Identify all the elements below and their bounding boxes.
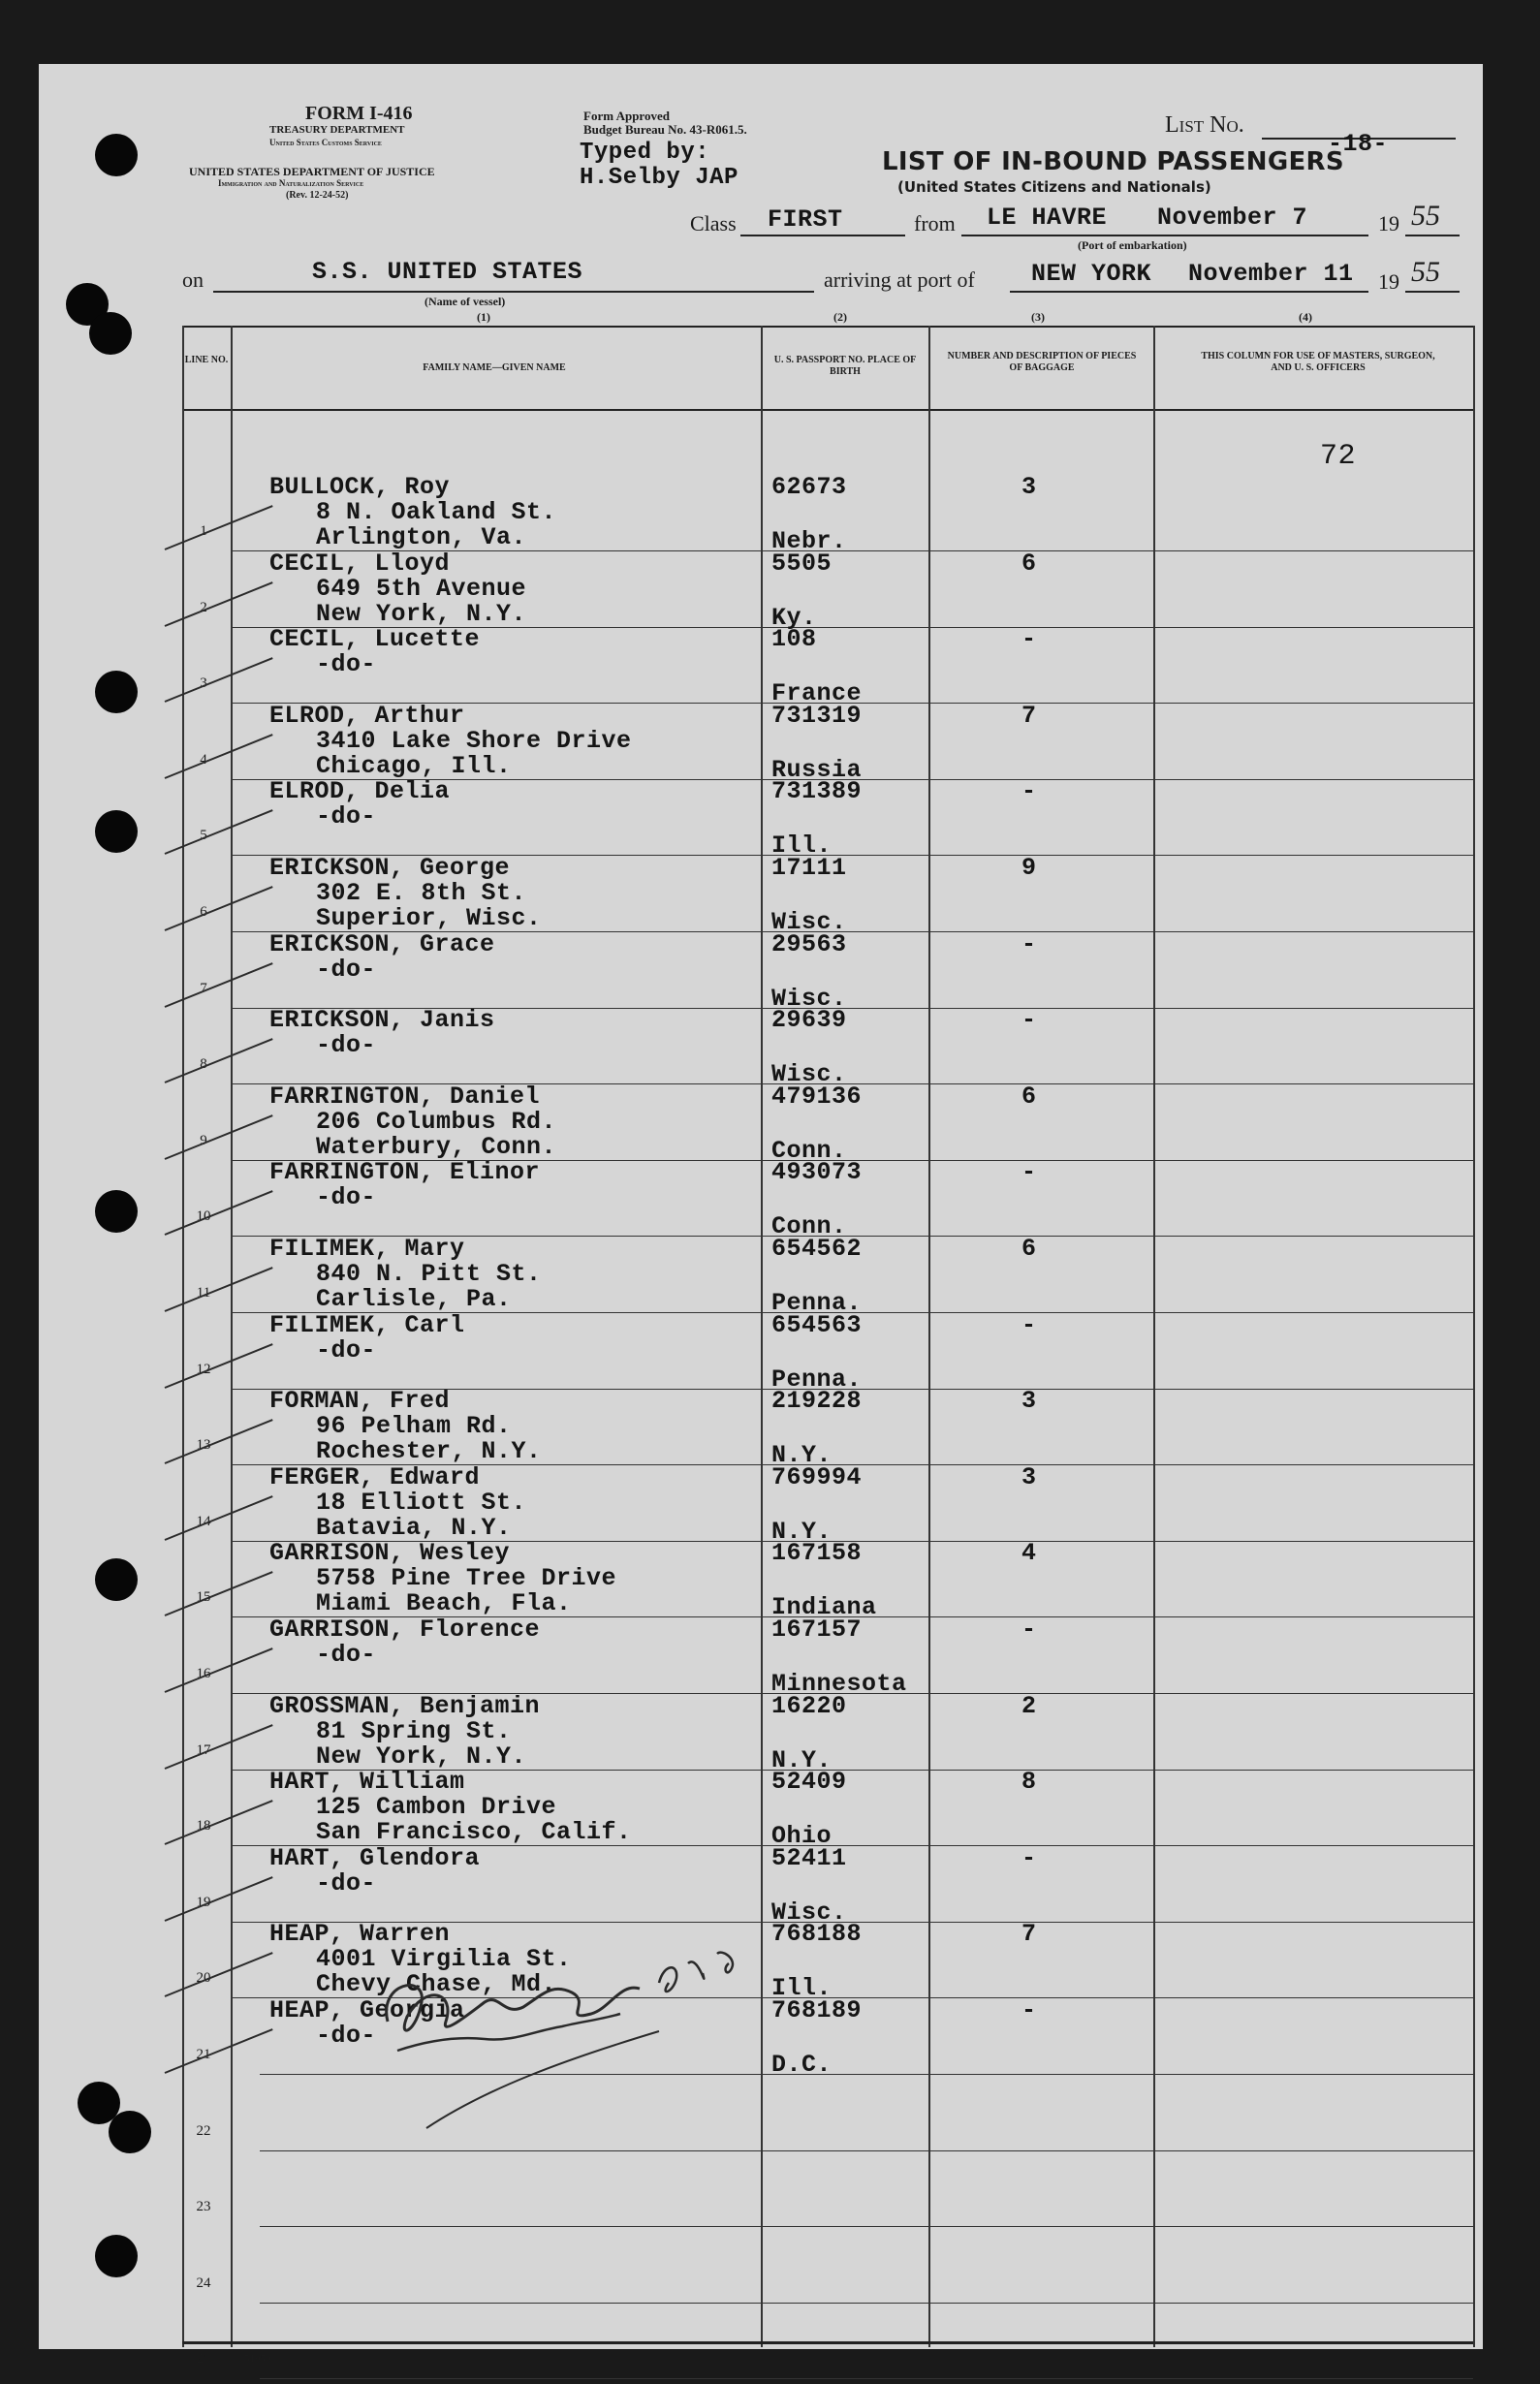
address-line-1: -do-	[316, 1031, 377, 1060]
check-mark	[165, 1953, 273, 1998]
check-mark	[165, 1343, 273, 1389]
address-line-1: 5758 Pine Tree Drive	[316, 1564, 617, 1593]
passport-number: 52411	[771, 1843, 847, 1872]
address-line-2: Carlisle, Pa.	[316, 1285, 512, 1313]
arriving-label: arriving at port of	[824, 267, 975, 292]
passport-number: 219228	[771, 1387, 863, 1416]
line-number: 24	[196, 2274, 211, 2291]
passenger-name: FARRINGTON, Elinor	[269, 1158, 541, 1187]
place-of-birth: Penna.	[771, 1365, 863, 1394]
class-value: FIRST	[768, 205, 843, 234]
check-mark	[165, 1647, 273, 1693]
header-officers: THIS COLUMN FOR USE OF MASTERS, SURGEON, AND U. S. OFFICERS	[1201, 351, 1435, 373]
line-number: 10	[196, 1208, 211, 1225]
baggage-count: 7	[1021, 701, 1037, 730]
place-of-birth: N.Y.	[771, 1517, 833, 1546]
passenger-name: FILIMEK, Carl	[269, 1310, 465, 1339]
punch-hole	[95, 671, 138, 713]
address-line-2: New York, N.Y.	[316, 1741, 527, 1771]
address-line-1: -do-	[316, 650, 377, 679]
form-number: FORM I-416	[305, 103, 413, 124]
check-mark	[165, 657, 273, 703]
baggage-count: 3	[1021, 1462, 1037, 1491]
address-line-2: Arlington, Va.	[316, 523, 527, 551]
passenger-name: GROSSMAN, Benjamin	[269, 1691, 541, 1720]
address-line-1: 125 Cambon Drive	[316, 1793, 557, 1822]
baggage-count: 4	[1021, 1539, 1037, 1568]
check-mark	[165, 1419, 273, 1464]
document-subtitle: (United States Citizens and Nationals)	[897, 178, 1211, 196]
budget-bureau: Budget Bureau No. 43-R061.5.	[583, 122, 747, 137]
table-bottom-border	[182, 2341, 1473, 2344]
from-date: November 7	[1157, 204, 1308, 232]
place-of-birth: D.C.	[771, 2051, 833, 2079]
line-number: 12	[196, 1361, 211, 1377]
address-line-2: Waterbury, Conn.	[316, 1132, 557, 1161]
line-number: 9	[200, 1132, 207, 1148]
place-of-birth: Ohio	[771, 1822, 833, 1851]
check-mark	[165, 886, 273, 931]
address-line-1: 96 Pelham Rd.	[316, 1412, 512, 1441]
line-number: 11	[196, 1285, 211, 1301]
baggage-count: -	[1021, 1996, 1037, 2024]
passenger-name: CECIL, Lloyd	[269, 549, 451, 578]
passenger-name: GARRISON, Wesley	[269, 1539, 511, 1568]
baggage-count: -	[1021, 1310, 1037, 1339]
passenger-name: ERICKSON, Janis	[269, 1006, 495, 1035]
place-of-birth: Wisc.	[771, 908, 847, 936]
row-divider	[260, 2378, 1473, 2379]
col-num-3: (3)	[1031, 310, 1045, 324]
punch-hole	[89, 312, 132, 355]
address-line-1: 4001 Virgilia St.	[316, 1945, 572, 1974]
punch-hole	[95, 2235, 138, 2277]
from-year-prefix: 19	[1378, 211, 1399, 235]
address-line-2: Chicago, Ill.	[316, 751, 512, 780]
line-number: 25	[196, 2351, 211, 2368]
address-line-1: -do-	[316, 2022, 377, 2050]
passenger-name: HEAP, Georgia	[269, 1996, 465, 2024]
place-of-birth: Minnesota	[771, 1670, 907, 1698]
address-line-2: San Francisco, Calif.	[316, 1818, 632, 1847]
place-of-birth: Indiana	[771, 1593, 877, 1622]
punch-hole	[95, 1190, 138, 1233]
row-divider	[260, 2150, 1473, 2151]
place-of-birth: N.Y.	[771, 1745, 833, 1774]
port-caption: (Port of embarkation)	[1078, 238, 1187, 252]
passport-number: 108	[771, 625, 817, 654]
baggage-count: 3	[1021, 473, 1037, 501]
passport-number: 654562	[771, 1235, 863, 1263]
baggage-count: 3	[1021, 1387, 1037, 1416]
line-number: 20	[196, 1970, 211, 1987]
line-number: 2	[200, 599, 207, 615]
list-no-value: -18-	[1328, 130, 1389, 158]
header-passport: U. S. PASSPORT NO. PLACE OF BIRTH	[773, 355, 917, 377]
place-of-birth: Penna.	[771, 1289, 863, 1317]
address-line-1: -do-	[316, 1183, 377, 1212]
punch-hole	[95, 810, 138, 853]
baggage-count: -	[1021, 1158, 1037, 1187]
line-number: 23	[196, 2199, 211, 2215]
arrival-year-prefix: 19	[1378, 269, 1399, 294]
vessel-name: S.S. UNITED STATES	[312, 258, 583, 286]
document-title: LIST OF IN-BOUND PASSENGERS	[882, 147, 1344, 176]
line-number: 22	[196, 2122, 211, 2139]
check-mark	[165, 1038, 273, 1083]
address-line-1: 649 5th Avenue	[316, 574, 527, 603]
check-mark	[165, 1876, 273, 1922]
address-line-1: 3410 Lake Shore Drive	[316, 726, 632, 755]
baggage-count: 7	[1021, 1920, 1037, 1949]
address-line-1: 840 N. Pitt St.	[316, 1260, 542, 1288]
passport-number: 731389	[771, 777, 863, 806]
baggage-count: 6	[1021, 549, 1037, 578]
line-number: 13	[196, 1437, 211, 1454]
check-mark	[165, 810, 273, 856]
passenger-name: CECIL, Lucette	[269, 625, 481, 654]
line-number: 4	[200, 751, 207, 768]
table-left-border	[182, 326, 184, 2347]
line-number: 19	[196, 1894, 211, 1910]
vessel-underline	[213, 291, 814, 293]
col-num-2: (2)	[833, 310, 847, 324]
treasury-dept: TREASURY DEPARTMENT	[269, 124, 405, 136]
passenger-name: ERICKSON, Grace	[269, 929, 495, 958]
header-line-no: LINE NO.	[184, 355, 229, 365]
immigration-service: Immigration and Naturalization Service	[218, 178, 364, 188]
passport-number: 768189	[771, 1996, 863, 2024]
passport-number: 29563	[771, 929, 847, 958]
passport-number: 52409	[771, 1768, 847, 1797]
class-underline	[740, 235, 905, 236]
passport-number: 17111	[771, 854, 847, 882]
form-approved: Form Approved	[583, 109, 670, 123]
address-line-2: New York, N.Y.	[316, 599, 527, 628]
place-of-birth: Conn.	[771, 1212, 847, 1241]
passport-number: 731319	[771, 701, 863, 730]
arrival-underline	[1010, 291, 1368, 293]
table-top-border	[182, 326, 1473, 328]
place-of-birth: France	[771, 679, 863, 708]
baggage-count: -	[1021, 1006, 1037, 1035]
line-number: 6	[200, 904, 207, 920]
check-mark	[165, 581, 273, 627]
check-mark	[165, 2028, 273, 2074]
line-number: 15	[196, 1589, 211, 1606]
passenger-name: FORMAN, Fred	[269, 1387, 451, 1416]
passenger-name: FARRINGTON, Daniel	[269, 1082, 541, 1111]
check-mark	[165, 734, 273, 779]
check-mark	[165, 1495, 273, 1541]
justice-dept: UNITED STATES DEPARTMENT OF JUSTICE	[189, 165, 435, 178]
baggage-column-border	[1153, 326, 1155, 2347]
passport-number: 16220	[771, 1691, 847, 1720]
place-of-birth: N.Y.	[771, 1441, 833, 1470]
passenger-name: FERGER, Edward	[269, 1462, 481, 1491]
address-line-1: 8 N. Oakland St.	[316, 498, 557, 526]
arrival-port: NEW YORK	[1031, 260, 1152, 288]
check-mark	[165, 1114, 273, 1160]
class-label: Class	[690, 211, 737, 235]
passport-number: 768188	[771, 1920, 863, 1949]
baggage-count: -	[1021, 625, 1037, 654]
row-divider	[260, 2303, 1473, 2304]
punch-hole	[95, 1558, 138, 1601]
list-no-label: List No.	[1165, 112, 1244, 138]
address-line-1: 206 Columbus Rd.	[316, 1107, 557, 1136]
place-of-birth: Ill.	[771, 831, 833, 861]
address-line-1: 18 Elliott St.	[316, 1488, 527, 1517]
address-line-2: Superior, Wisc.	[316, 904, 542, 932]
place-of-birth: Wisc.	[771, 1060, 847, 1089]
header-name: FAMILY NAME—GIVEN NAME	[423, 362, 566, 373]
from-port: LE HAVRE	[987, 204, 1108, 232]
punch-hole	[109, 2111, 151, 2153]
address-line-1: -do-	[316, 955, 377, 984]
check-mark	[165, 962, 273, 1008]
place-of-birth: Ky.	[771, 603, 817, 632]
line-number: 21	[196, 2047, 211, 2062]
passenger-name: HEAP, Warren	[269, 1920, 451, 1949]
footer-code: 51959	[244, 2353, 271, 2365]
baggage-count: -	[1021, 1615, 1037, 1644]
passenger-name: BULLOCK, Roy	[269, 473, 451, 501]
passport-number: 62673	[771, 473, 847, 501]
passport-column-border	[928, 326, 930, 2347]
passenger-name: ELROD, Delia	[269, 777, 451, 806]
baggage-count: 6	[1021, 1082, 1037, 1111]
address-line-1: -do-	[316, 1641, 377, 1669]
baggage-count: 6	[1021, 1235, 1037, 1263]
from-year: 55	[1411, 200, 1440, 232]
line-number: 1	[200, 523, 207, 539]
form-revision: (Rev. 12-24-52)	[286, 190, 349, 201]
from-year-underline	[1405, 235, 1460, 236]
check-mark	[165, 1800, 273, 1845]
arrival-year: 55	[1411, 256, 1440, 288]
officer-note: 72	[1320, 440, 1357, 473]
place-of-birth: Conn.	[771, 1136, 847, 1165]
check-mark	[165, 1724, 273, 1770]
passenger-name: ELROD, Arthur	[269, 701, 465, 730]
col-num-4: (4)	[1299, 310, 1312, 324]
table-header-bottom	[182, 409, 1473, 411]
arrival-date: November 11	[1188, 260, 1354, 288]
customs-service: United States Customs Service	[269, 138, 382, 147]
check-mark	[165, 1191, 273, 1237]
address-line-1: -do-	[316, 1335, 377, 1365]
address-line-2: Miami Beach, Fla.	[316, 1589, 572, 1618]
header-baggage: NUMBER AND DESCRIPTION OF PIECES OF BAGGAGE	[947, 351, 1137, 373]
typed-by-value: H.Selby JAP	[580, 165, 739, 191]
line-number: 14	[196, 1513, 211, 1529]
place-of-birth: Nebr.	[771, 527, 847, 555]
signature-scribble	[368, 1925, 814, 2148]
baggage-count: -	[1021, 929, 1037, 958]
line-number: 3	[200, 675, 207, 692]
row-divider	[260, 2226, 1473, 2227]
address-line-2: Rochester, N.Y.	[316, 1437, 542, 1466]
address-line-1: -do-	[316, 1868, 377, 1898]
passenger-name: HART, William	[269, 1768, 465, 1797]
punch-hole	[95, 134, 138, 176]
passport-number: 493073	[771, 1158, 863, 1187]
line-number: 16	[196, 1666, 211, 1681]
from-underline	[961, 235, 1368, 236]
address-line-2: Batavia, N.Y.	[316, 1513, 512, 1542]
on-label: on	[182, 267, 204, 292]
passenger-name: ERICKSON, George	[269, 854, 511, 882]
address-line-2: Chevy Chase, Md.	[316, 1970, 557, 1999]
passport-number: 769994	[771, 1462, 863, 1491]
passport-number: 654563	[771, 1310, 863, 1339]
place-of-birth: Russia	[771, 755, 863, 784]
table-right-border	[1473, 326, 1475, 2347]
line-number: 17	[196, 1741, 211, 1758]
address-line-1: 81 Spring St.	[316, 1716, 512, 1745]
arrival-year-underline	[1405, 291, 1460, 293]
line-number: 18	[196, 1818, 211, 1835]
baggage-count: -	[1021, 1843, 1037, 1872]
from-label: from	[914, 211, 956, 235]
check-mark	[165, 1267, 273, 1312]
place-of-birth: Ill.	[771, 1974, 833, 2003]
baggage-count: 8	[1021, 1768, 1037, 1797]
baggage-count: 9	[1021, 854, 1037, 882]
passport-number: 29639	[771, 1006, 847, 1035]
typed-by-label: Typed by:	[580, 140, 710, 166]
passenger-name: FILIMEK, Mary	[269, 1235, 465, 1263]
passenger-name: GARRISON, Florence	[269, 1615, 541, 1644]
passport-number: 167158	[771, 1539, 863, 1568]
col-num-1: (1)	[477, 310, 490, 324]
place-of-birth: Wisc.	[771, 984, 847, 1013]
form-sheet	[39, 64, 1483, 2368]
passport-number: 167157	[771, 1615, 863, 1644]
baggage-count: 2	[1021, 1691, 1037, 1720]
passport-number: 479136	[771, 1082, 863, 1111]
line-number: 7	[200, 980, 207, 996]
address-line-1: -do-	[316, 802, 377, 831]
check-mark	[165, 1572, 273, 1617]
line-number: 5	[200, 828, 207, 844]
line-number: 8	[200, 1056, 207, 1073]
passport-number: 5505	[771, 549, 833, 578]
check-mark	[165, 505, 273, 550]
passenger-name: HART, Glendora	[269, 1843, 481, 1872]
address-line-1: 302 E. 8th St.	[316, 879, 527, 907]
baggage-count: -	[1021, 777, 1037, 806]
place-of-birth: Wisc.	[771, 1898, 847, 1927]
vessel-caption: (Name of vessel)	[424, 295, 506, 308]
